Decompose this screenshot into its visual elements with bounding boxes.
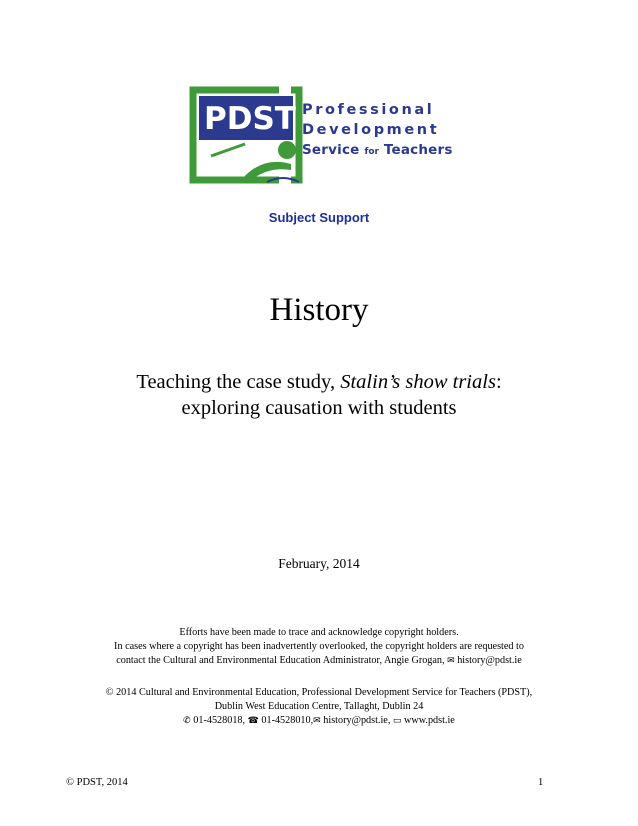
subtitle-case-study: Stalin’s show trials	[340, 371, 496, 393]
contact-line-3	[0, 714, 638, 728]
phone-icon: ✆	[183, 716, 191, 726]
copyright-notice-line-2: In cases where a copyright has been inadvertently overlooked, the copyright holders are requested to	[114, 641, 524, 652]
logo-line-service: Service for Teachers	[302, 142, 453, 158]
logo-acronym: PDST	[204, 101, 296, 137]
computer-icon: ▭	[392, 716, 402, 726]
contact-block	[0, 686, 638, 728]
email-icon: ✉	[447, 656, 455, 666]
subject-support-heading: Subject Support	[268, 210, 370, 225]
copyright-notice-line-3: contact the Cultural and Environmental Education Administrator, Angie Grogan, ✉ history@pdst.ie	[116, 655, 522, 666]
admin-email-link[interactable]: history@pdst.ie	[457, 655, 522, 666]
copyright-notice	[0, 626, 638, 668]
footer-copyright: © PDST, 2014	[66, 777, 128, 788]
logo-wordmark	[302, 100, 453, 162]
phone-number: 01-4528018,	[193, 715, 246, 726]
logo-line-professional: Professional	[302, 102, 435, 118]
logo-line-development: Development	[302, 122, 440, 138]
fax-icon: ☎	[247, 716, 259, 726]
page-subtitle	[0, 369, 638, 421]
page-title: History	[269, 292, 369, 328]
contact-line-2: Dublin West Education Centre, Tallaght, Dublin 24	[214, 701, 424, 712]
website-link[interactable]: www.pdst.ie	[403, 715, 455, 726]
email-icon: ✉	[313, 716, 321, 726]
subtitle-line-2: exploring causation with students	[181, 397, 457, 419]
fax-number: 01-4528010,	[261, 715, 314, 726]
contact-email-link[interactable]: history@pdst.ie,	[323, 715, 391, 726]
contact-line-1: © 2014 Cultural and Environmental Education, Professional Development Service for Teachers (PDST),	[105, 687, 533, 698]
copyright-notice-line-1: Efforts have been made to trace and acknowledge copyright holders.	[179, 627, 459, 638]
publication-date: February, 2014	[278, 556, 360, 571]
subtitle-line-1: Teaching the case study, Stalin’s show trials:	[136, 371, 502, 393]
page-number: 1	[538, 777, 544, 788]
